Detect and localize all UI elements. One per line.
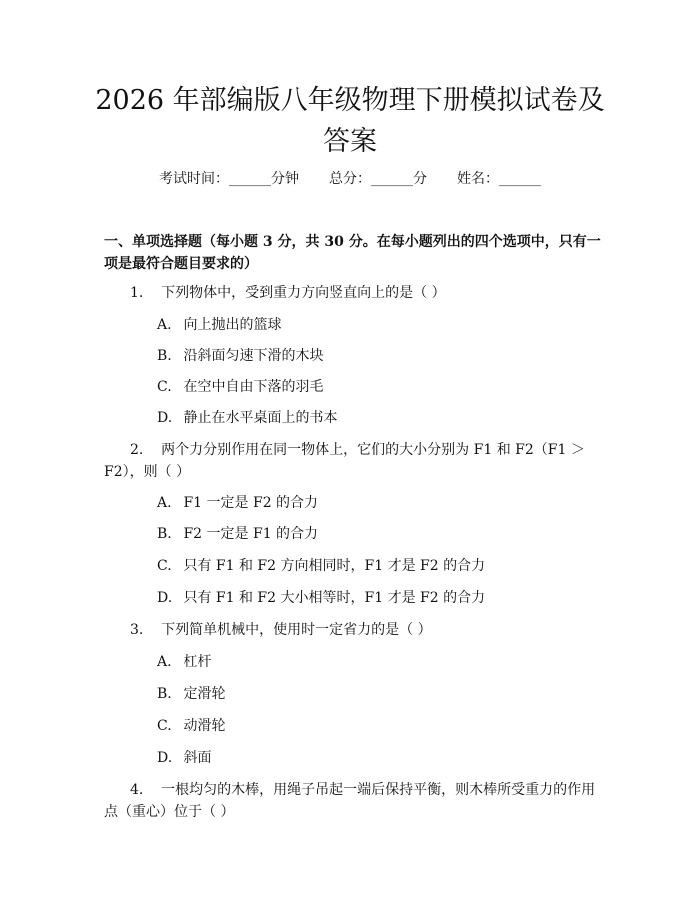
- option-b: B. F2 一定是 F1 的合力: [157, 526, 319, 542]
- total-score-field: 总分：______分: [329, 171, 427, 187]
- question-text: 两个力分别作用在同一物体上，它们的大小分别为 F1 和 F2（F1 ＞ F2），则（ ）: [104, 442, 585, 480]
- option-b: B. 沿斜面匀速下滑的木块: [157, 348, 324, 364]
- option-c: C. 只有 F1 和 F2 方向相同时，F1 才是 F2 的合力: [157, 558, 486, 574]
- option-a: A. 向上抛出的篮球: [157, 317, 282, 333]
- name-field: 姓名：______: [457, 171, 541, 187]
- option-a: A. 杠杆: [157, 654, 212, 670]
- option-c: C. 在空中自由下落的羽毛: [157, 379, 324, 395]
- option-d: D. 只有 F1 和 F2 大小相等时，F1 才是 F2 的合力: [157, 590, 486, 606]
- question-number: 4.: [130, 782, 144, 798]
- question-text: 下列物体中，受到重力方向竖直向上的是（ ）: [161, 285, 446, 301]
- question-4: [104, 779, 604, 823]
- question-1: [104, 282, 604, 304]
- option-b: B. 定滑轮: [157, 686, 226, 702]
- question-number: 3.: [130, 622, 144, 638]
- exam-time-field: 考试时间：______分钟: [159, 171, 299, 187]
- option-d: D. 斜面: [157, 750, 212, 766]
- question-2: [104, 439, 604, 483]
- page-title: 2026 年部编版八年级物理下册模拟试卷及答案: [95, 85, 605, 157]
- question-text: 下列简单机械中，使用时一定省力的是（ ）: [161, 622, 432, 638]
- question-text: 一根均匀的木棒，用绳子吊起一端后保持平衡，则木棒所受重力的作用点（重心）位于（ ）: [104, 782, 596, 820]
- exam-meta: [0, 170, 700, 188]
- option-d: D. 静止在水平桌面上的书本: [157, 410, 338, 426]
- section-heading: 一、单项选择题（每小题 3 分，共 30 分。在每小题列出的四个选项中，只有一项是最符合题目要求的）: [104, 234, 601, 272]
- option-a: A. F1 一定是 F2 的合力: [157, 495, 319, 511]
- question-3: [104, 619, 604, 641]
- option-c: C. 动滑轮: [157, 718, 226, 734]
- question-number: 2.: [130, 442, 144, 458]
- question-number: 1.: [130, 285, 144, 301]
